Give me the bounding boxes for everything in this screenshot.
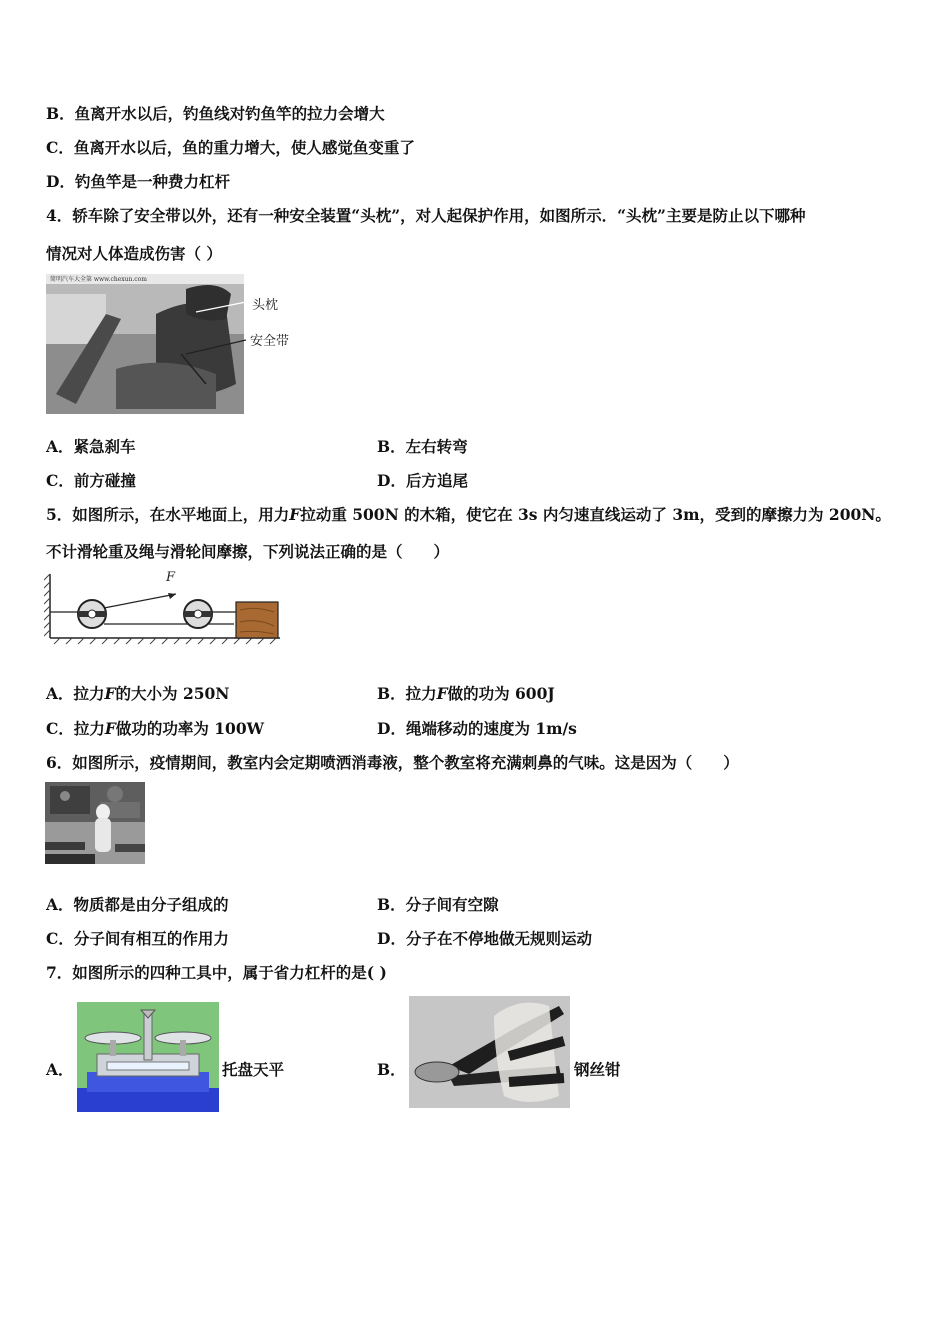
q5-option-c [46,717,264,739]
q5-option-a-part1: A．拉力 [46,684,105,703]
q5-option-d: D．绳端移动的速度为 1m/s [377,719,577,738]
label-seatbelt: 安全带 [250,334,290,349]
car-figure-caption: 简明汽车大全第 www.chexun.com [50,276,147,283]
q7-stem: 7．如图所示的四种工具中，属于省力杠杆的是( ) [46,963,387,982]
q5-stem-part-a: 5．如图所示，在水平地面上，用力 [46,505,290,524]
q6-option-d: D．分子在不停地做无规则运动 [377,929,592,948]
q5-stem-part-c: 拉动重 500N 的木箱，使它在 3s 内匀速直线运动了 3m，受到的摩擦力为 200N。 [300,505,891,524]
q5-option-b-force: F [436,684,448,703]
q6-option-b: B．分子间有空隙 [377,895,499,914]
q4-option-b: B．左右转弯 [377,437,468,456]
q5-option-a-force: F [104,684,116,703]
q5-option-b [377,682,555,704]
q5-option-c-part2: 做功的功率为 100W [115,719,265,738]
label-headrest: 头枕 [252,298,279,313]
q5-option-b-part2: 做的功为 600J [447,684,555,703]
q6-option-c: C．分子间有相互的作用力 [46,929,229,948]
q4-option-a: A．紧急刹车 [46,437,136,456]
q3-option-b: B．鱼离开水以后，钓鱼线对钓鱼竿的拉力会增大 [46,104,385,123]
q5-option-c-part1: C．拉力 [46,719,105,738]
q6-stem: 6．如图所示，疫情期间，教室内会定期喷洒消毒液，整个教室将充满刺鼻的气味。这是因为（ ） [46,753,739,772]
q7-option-b-name: 钢丝钳 [574,1060,621,1079]
q5-option-c-force: F [104,719,116,738]
q5-stem-force: F [289,505,301,524]
q4-stem-line1: 4．轿车除了安全带以外，还有一种安全装置“头枕”，对人起保护作用，如图所示．“头枕”主要是防止以下哪种 [46,206,806,225]
force-label: F [166,570,176,585]
q5-option-b-part1: B．拉力 [377,684,437,703]
q5-stem-line2: 不计滑轮重及绳与滑轮间摩擦，下列说法正确的是（ ） [46,542,450,561]
q5-stem-line1 [46,503,891,525]
q4-stem-line2: 情况对人体造成伤害（ ） [46,244,222,263]
q3-option-c: C．鱼离开水以后，鱼的重力增大，使人感觉鱼变重了 [46,138,415,157]
q4-option-d: D．后方追尾 [377,471,468,490]
q7-option-a-letter: A． [46,1060,74,1079]
q7-option-b-letter: B． [377,1060,406,1079]
q6-option-a: A．物质都是由分子组成的 [46,895,229,914]
q7-option-a-name: 托盘天平 [222,1060,285,1079]
q5-option-a-part2: 的大小为 250N [115,684,230,703]
pulley-figure [44,570,284,650]
q4-option-c: C．前方碰撞 [46,471,136,490]
classroom-disinfection-photo [45,782,145,864]
q3-option-d: D．钓鱼竿是一种费力杠杆 [46,172,230,191]
q5-option-a [46,682,229,704]
pliers-photo [409,996,570,1108]
car-seat-figure [46,274,296,414]
balance-scale-photo [77,1002,219,1112]
